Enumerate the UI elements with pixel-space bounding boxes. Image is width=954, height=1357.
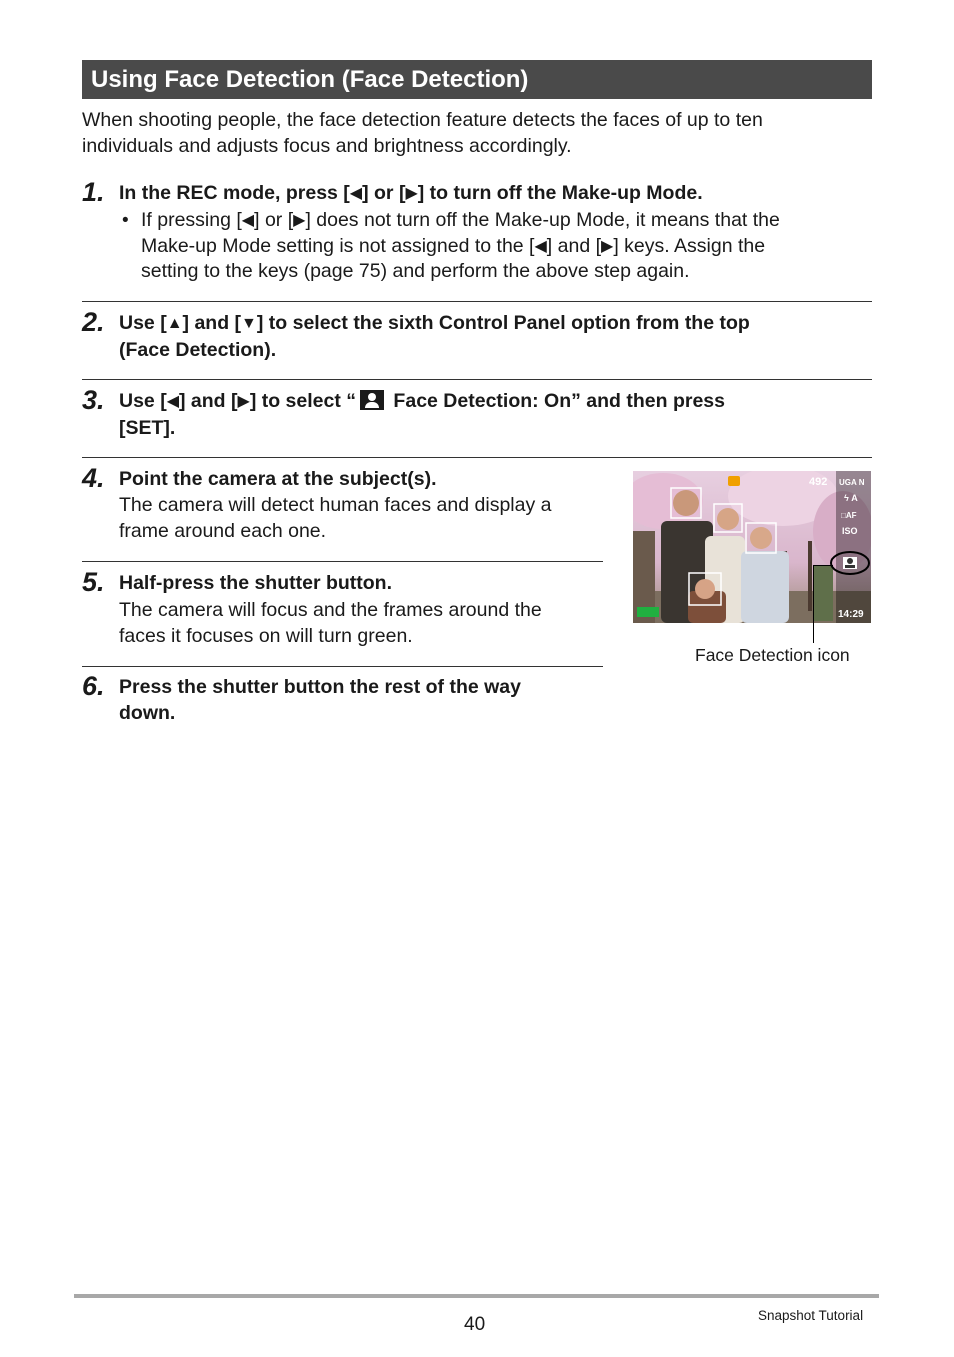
step-4-number: 4. bbox=[82, 463, 105, 493]
step-3-title: Use [◀] and [▶] to select “ Face Detection: On” and then press [SET]. bbox=[119, 390, 725, 439]
page-number: 40 bbox=[464, 1314, 486, 1335]
right-arrow-icon: ▶ bbox=[237, 393, 250, 410]
leader-line bbox=[813, 565, 814, 643]
footer-section-label: Snapshot Tutorial bbox=[758, 1308, 864, 1323]
divider bbox=[82, 561, 603, 562]
step-5-title: Half-press the shutter button. bbox=[119, 572, 393, 594]
step-5-body: The camera will focus and the frames around the faces it focuses on will turn green. bbox=[119, 599, 542, 647]
step-6-number: 6. bbox=[82, 671, 105, 701]
down-arrow-icon: ▼ bbox=[241, 315, 257, 332]
leader-line bbox=[813, 565, 833, 566]
bullet-icon: • bbox=[122, 210, 129, 231]
right-arrow-icon: ▶ bbox=[405, 185, 418, 202]
left-arrow-icon: ◀ bbox=[166, 393, 179, 410]
step-4-body: The camera will detect human faces and display a frame around each one. bbox=[119, 494, 552, 542]
intro-paragraph: When shooting people, the face detection feature detects the faces of up to ten individuals and adjusts focus and brightness accordingly. bbox=[82, 109, 763, 157]
left-arrow-icon: ◀ bbox=[241, 212, 255, 229]
flash-icon: ϟ A bbox=[844, 493, 858, 503]
panel-icon-1: UGA N bbox=[839, 478, 865, 487]
footer-rule bbox=[74, 1294, 879, 1298]
step-4-title: Point the camera at the subject(s). bbox=[119, 468, 437, 490]
step-1-note: If pressing [◀] or [▶] does not turn off the Make-up Mode, it means that the Make-up Mode setting is not assigned to the [◀] and [▶] keys. Assign the setting to the keys (page 75) and perform the above step again. bbox=[141, 209, 780, 282]
right-arrow-icon: ▶ bbox=[601, 237, 614, 255]
step-5-number: 5. bbox=[82, 567, 105, 597]
step-2-number: 2. bbox=[82, 307, 105, 337]
face-detection-icon bbox=[360, 390, 384, 410]
step-1-title: In the REC mode, press [◀] or [▶] to turn off the Make-up Mode. bbox=[119, 180, 703, 207]
step-6-title: Press the shutter button the rest of the way down. bbox=[119, 676, 521, 724]
divider bbox=[82, 666, 603, 667]
step-2-title: Use [▲] and [▼] to select the sixth Control Panel option from the top (Face Detection). bbox=[119, 312, 750, 361]
shots-remaining: 492 bbox=[809, 476, 828, 488]
left-arrow-icon: ◀ bbox=[534, 237, 547, 255]
right-arrow-icon: ▶ bbox=[293, 212, 306, 229]
time-display: 14:29 bbox=[838, 609, 864, 620]
divider bbox=[82, 379, 872, 380]
step-3-number: 3. bbox=[82, 385, 105, 415]
face-detection-caption: Face Detection icon bbox=[695, 645, 850, 665]
divider bbox=[82, 301, 872, 302]
iso-icon: ISO bbox=[842, 526, 858, 536]
camera-screen-photo bbox=[633, 471, 871, 623]
section-title: Using Face Detection (Face Detection) bbox=[82, 60, 872, 99]
up-arrow-icon: ▲ bbox=[166, 315, 183, 332]
left-arrow-icon: ◀ bbox=[349, 185, 363, 202]
autofocus-icon: □AF bbox=[841, 511, 857, 520]
divider bbox=[82, 457, 872, 458]
step-1-number: 1. bbox=[82, 177, 105, 207]
